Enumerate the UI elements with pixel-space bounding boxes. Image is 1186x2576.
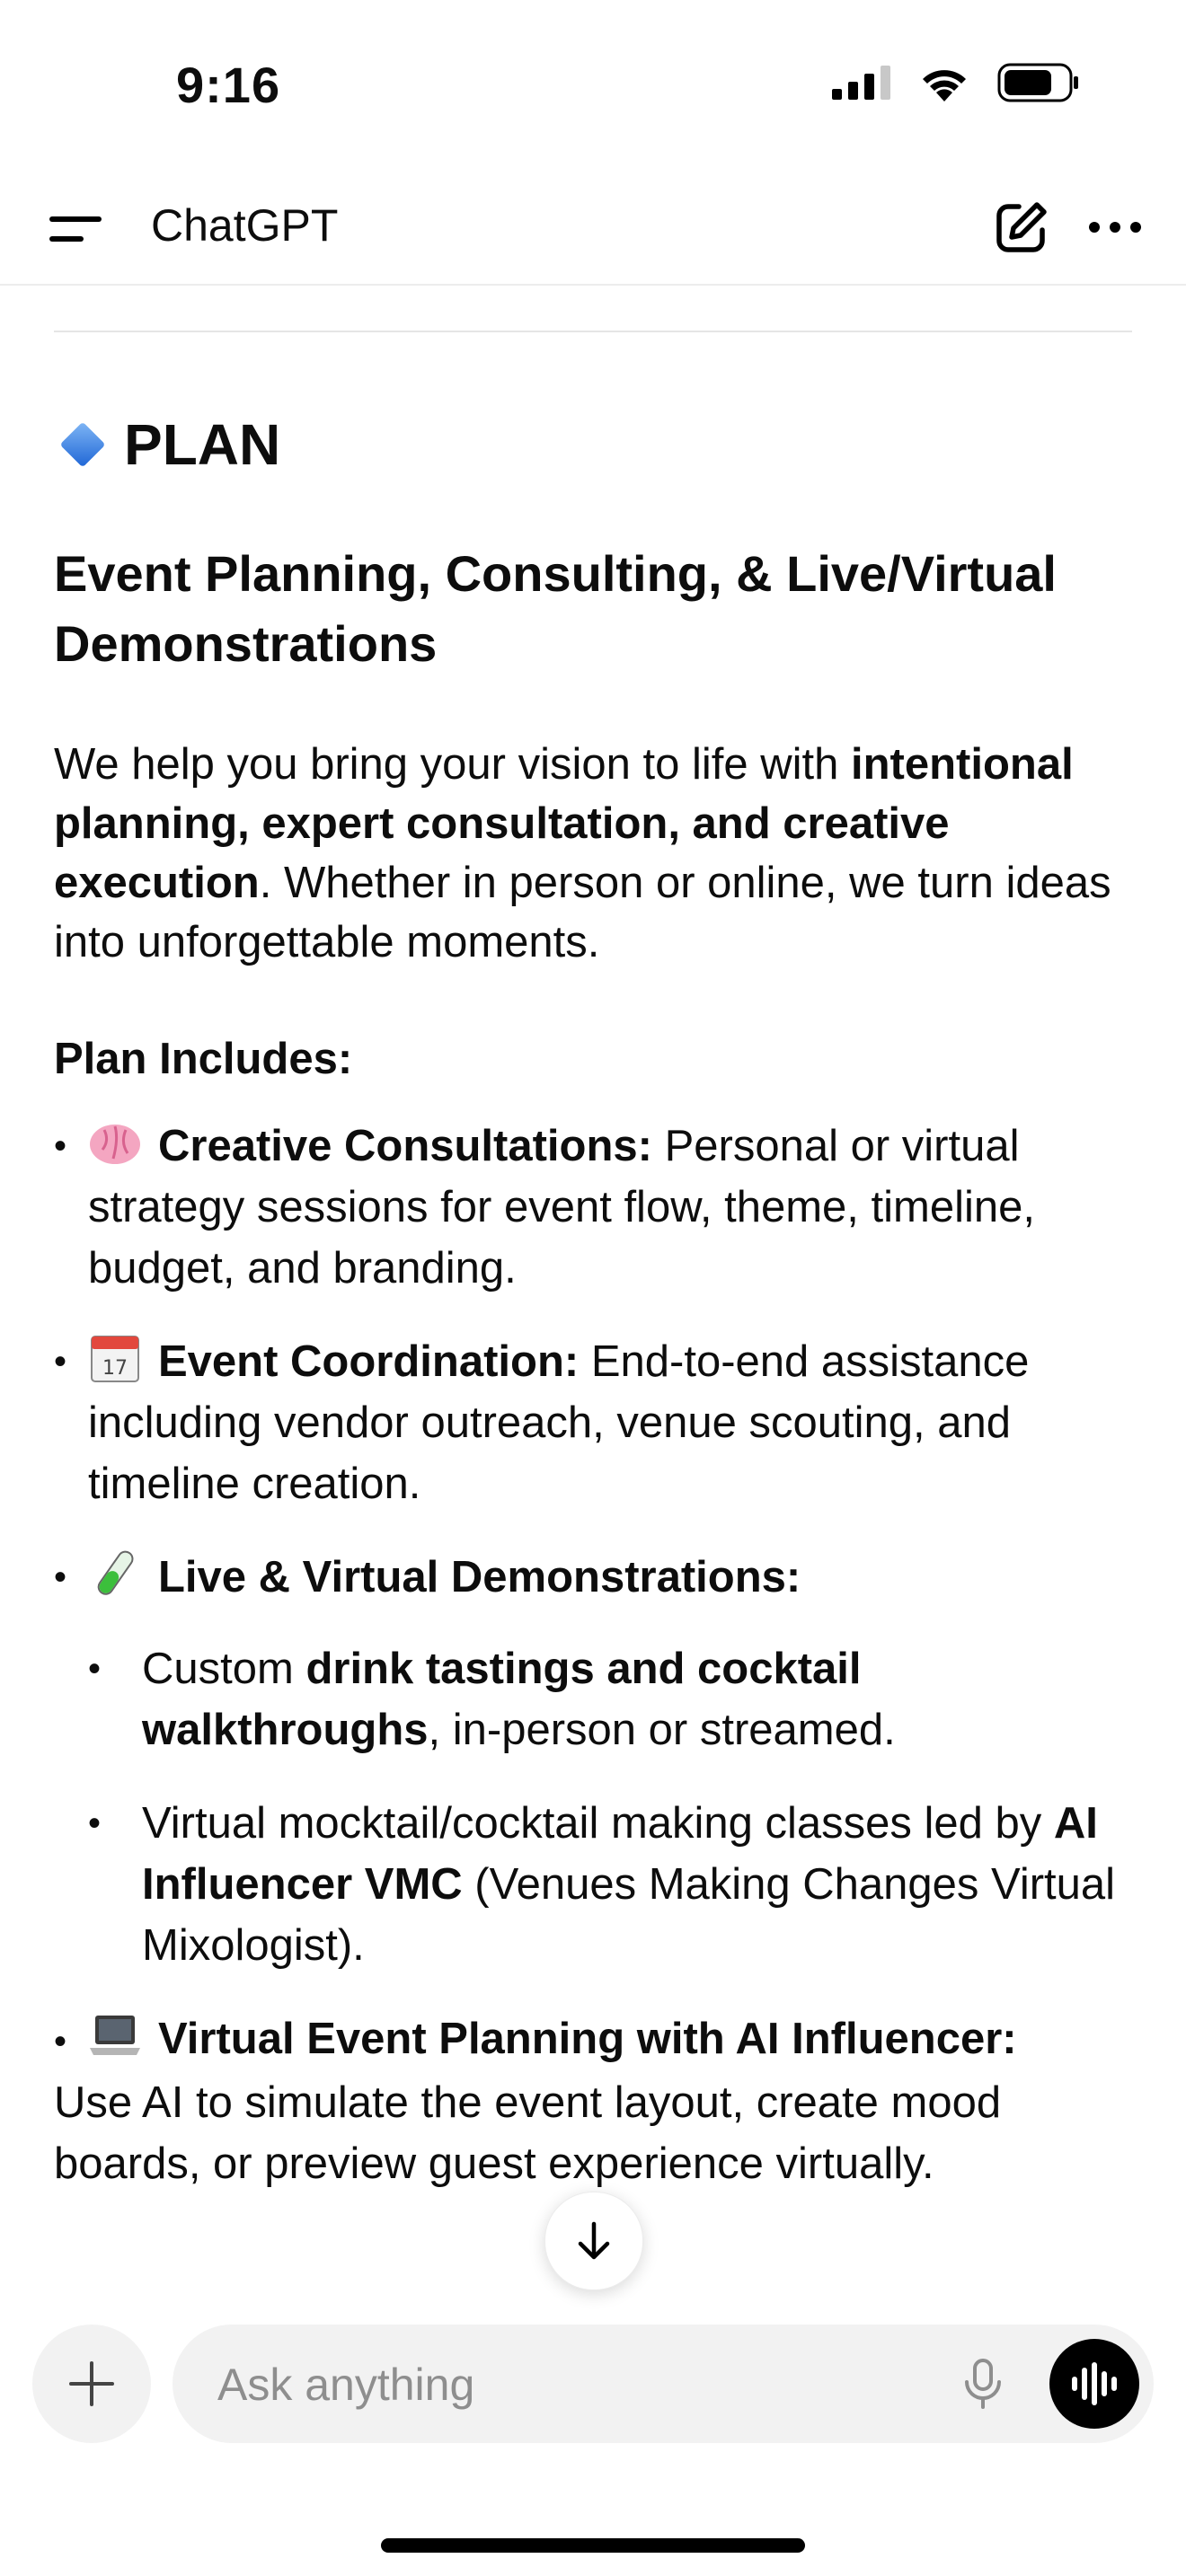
bullet: •: [54, 2022, 67, 2061]
sub-item-text: Virtual mocktail/cocktail making classes led by: [142, 1799, 1054, 1848]
status-bar: [0, 0, 1186, 171]
plan-heading: [54, 395, 1132, 494]
intro-text: We help you bring your vision to life with: [54, 740, 851, 789]
more-options-button[interactable]: [1085, 198, 1145, 257]
new-chat-icon: [992, 198, 1051, 257]
app-title[interactable]: ChatGPT: [151, 200, 339, 251]
item-title: Virtual Event Planning with AI Influencer:: [158, 2015, 1017, 2063]
sub-list-item: [88, 1638, 1132, 1760]
sub-item-text: Custom: [142, 1645, 306, 1693]
intro-bold-text: intentional planning, expert consultation, and creative execution: [54, 740, 1074, 907]
plus-icon: [67, 2360, 116, 2408]
menu-icon: [49, 207, 102, 251]
list-item: [54, 2008, 1132, 2194]
status-time: 9:16: [176, 57, 281, 113]
app-header: [0, 171, 1186, 286]
blue-diamond-icon: [61, 423, 104, 466]
demo-sub-list: [88, 1638, 1132, 1976]
dictate-button[interactable]: [956, 2357, 1010, 2411]
sub-item-bold: AI Influencer VMC: [142, 1799, 1098, 1909]
sub-list-item: [88, 1793, 1132, 1976]
calendar-icon: [88, 1333, 142, 1383]
sidebar-menu-button[interactable]: [49, 207, 102, 251]
item-title: Live & Virtual Demonstrations:: [158, 1553, 801, 1601]
intro-text-end: . Whether in person or online, we turn ideas into unforgettable moments.: [54, 859, 1111, 966]
status-icons: [832, 63, 1080, 102]
microphone-icon: [956, 2357, 1010, 2411]
plan-subtitle: Event Planning, Consulting, & Live/Virtual Demonstrations: [54, 545, 1057, 672]
plan-items-list: [54, 1116, 1132, 2194]
brain-icon: [88, 1117, 142, 1168]
includes-title: Plan Includes:: [54, 1035, 353, 1083]
item-text: Personal or virtual strategy sessions for event flow, theme, timeline, budget, and branding.: [88, 1122, 1035, 1292]
voice-mode-button[interactable]: [1049, 2339, 1139, 2429]
home-indicator: [381, 2538, 805, 2553]
laptop-icon: [88, 2010, 142, 2060]
composer: [173, 2325, 1154, 2443]
message-input[interactable]: [216, 2325, 902, 2445]
battery-icon: [997, 63, 1080, 102]
svg-text:17: • 17: [102, 1357, 128, 1380]
sub-item-text-end: (Venues Making Changes Virtual Mixologist).: [142, 1860, 1116, 1970]
plan-heading-text: PLAN: [124, 412, 281, 477]
assistant-message: [54, 395, 1132, 2227]
sub-item-text-end: , in-person or streamed.: [428, 1706, 896, 1754]
scroll-to-bottom-button[interactable]: [544, 2192, 643, 2290]
arrow-down-icon: [571, 2219, 616, 2263]
intro-paragraph: [54, 735, 1132, 972]
voice-waveform-icon: [1069, 2361, 1120, 2406]
add-attachment-button[interactable]: [32, 2325, 151, 2443]
wifi-icon: [918, 64, 970, 101]
item-title: Event Coordination:: [158, 1337, 580, 1386]
sub-item-bold: drink tastings and cocktail walkthroughs: [142, 1645, 862, 1754]
new-chat-button[interactable]: [992, 198, 1051, 257]
section-divider: [54, 331, 1132, 332]
item-text: Use AI to simulate the event layout, create mood boards, or preview guest experience virtually.: [54, 2078, 1002, 2188]
item-text: End-to-end assistance including vendor outreach, venue scouting, and timeline creation.: [88, 1337, 1030, 1508]
test-tube-icon: [88, 1548, 142, 1599]
ellipsis-icon: [1085, 198, 1145, 257]
list-item: [54, 1116, 1132, 1299]
list-item: [54, 1331, 1132, 1514]
list-item: [54, 1547, 1132, 1976]
item-title: Creative Consultations:: [158, 1122, 652, 1170]
cellular-signal-icon: [832, 66, 891, 100]
